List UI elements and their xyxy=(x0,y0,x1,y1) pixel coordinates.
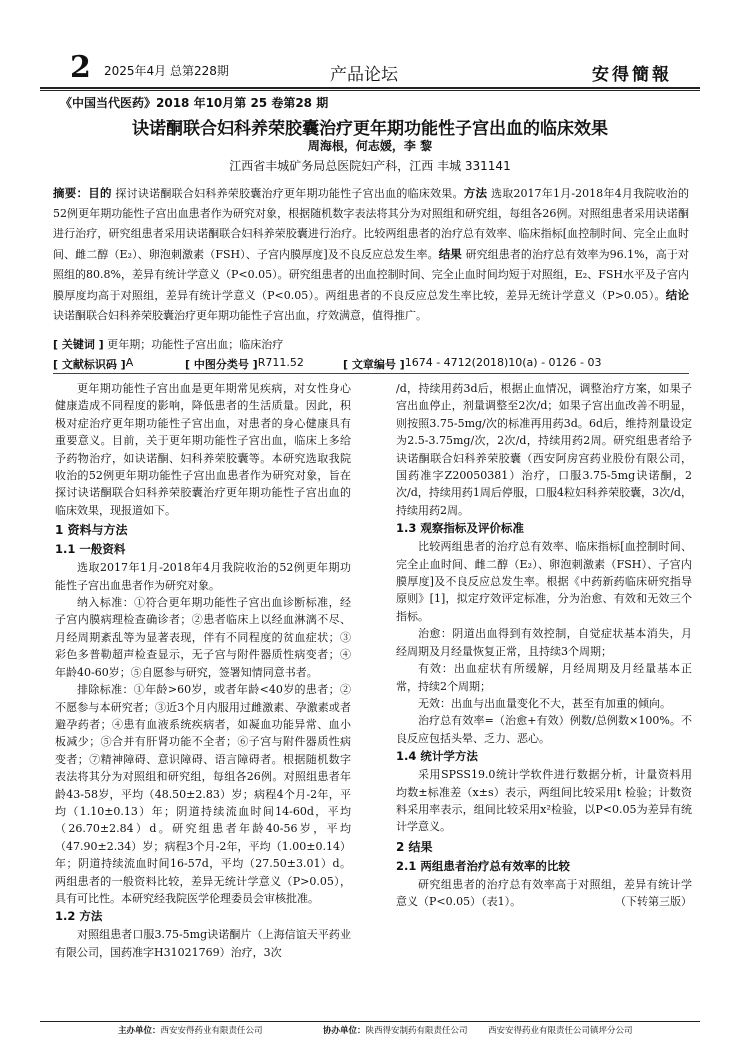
subsection-heading-1-4: 1.4 统计学方法 xyxy=(396,749,478,764)
article-number-value: 1674 - 4712(2018)10(a) - 0126 - 03 xyxy=(404,356,602,369)
subsection-heading-1-2: 1.2 方法 xyxy=(55,909,103,924)
header-rule-thin xyxy=(40,90,700,91)
section-heading-1: 1 资料与方法 xyxy=(55,523,128,538)
clc-label: [ 中图分类号 ] xyxy=(185,358,258,371)
footer-rule xyxy=(40,1021,700,1022)
keywords xyxy=(53,337,689,353)
clc-value: R711.52 xyxy=(257,356,304,369)
article-affiliation: 江西省丰城矿务局总医院妇产科，江西 丰城 331141 xyxy=(229,159,511,173)
inclusion-paragraph: 纳入标准：①符合更年期功能性子宫出血诊断标准，经子宫内膜病理检查确诊者；②患者临床上以经血淋漓不尽、月经周期紊乱等为显著表现，伴有不同程度的贫血症状；③彩色多普勒超声检查显示，无子宫与附件器质性病变者；④年龄40-60岁；⑤自愿参与研究，签署知情同意书者。 xyxy=(55,596,351,679)
subsection-heading-2-1: 2.1 两组患者治疗总有效率的比较 xyxy=(396,858,570,873)
abstract-result-label: 结果 xyxy=(438,247,462,261)
intro-paragraph: 更年期功能性子宫出血是更年期常见疾病，对女性身心健康造成不同程度的影响，降低患者的生活质量。因此，积极对症治疗更年期功能性子宫出血，对患者的身心健康具有重要意义。目前，关于更年期功能性子宫出血，临床上多给予药物治疗，如诀诺酮、妇科养荣胶囊等。本研究选取我院收治的52例更年期功能性子宫出血患者作为研究对象，旨在探讨诀诺酮联合妇科养荣胶囊治疗更年期功能性子宫出血的临床效果，现报道如下。 xyxy=(55,382,351,517)
keywords-text: 更年期；功能性子宫出血；临床治疗 xyxy=(103,338,284,351)
footer-host xyxy=(118,1024,263,1036)
footer-co xyxy=(323,1024,468,1036)
abstract-label: 摘要： xyxy=(53,186,89,200)
result-paragraph xyxy=(396,876,692,911)
effective-criteria: 有效：出血症状有所缓解，月经周期及月经量基本正常，持续2个周期； xyxy=(396,662,692,693)
abstract-objective-label: 目的 xyxy=(88,186,112,200)
article-title: 诀诺酮联合妇科养荣胶囊治疗更年期功能性子宫出血的临床效果 xyxy=(132,119,608,139)
issue-info: 2025年4月 总第228期 xyxy=(104,64,229,78)
abstract-conclusion-label: 结论 xyxy=(665,288,690,302)
abstract-rule xyxy=(53,373,689,374)
general-data-paragraph: 选取2017年1月-2018年4月我院收治的52例更年期功能性子宫出血患者作为研究对象。 xyxy=(55,561,351,592)
page-header xyxy=(0,0,730,90)
classification-line xyxy=(53,356,689,372)
body-left-column xyxy=(55,380,351,961)
result-text: 研究组患者的治疗总有效率高于对照组，差异有统计学意义（P<0.05）（表1）。 xyxy=(396,877,692,909)
body-right-column xyxy=(396,380,692,911)
doc-code-label: [ 文献标识码 ] xyxy=(53,358,126,371)
cure-criteria: 治愈：阴道出血得到有效控制，自觉症状基本消失，月经周期及月经量恢复正常，且持续3个周期； xyxy=(396,627,692,658)
article-number-label: [ 文章编号 ] xyxy=(343,358,405,371)
page-number: 2 xyxy=(70,50,91,85)
invalid-criteria: 无效：出血与出血量变化不大，甚至有加重的倾向。 xyxy=(418,696,671,710)
indices-paragraph: 比较两组患者的治疗总有效率、临床指标[血控制时间、完全止血时间、雌二醇（E₂）、卵泡刺激素（FSH）、子宫内膜厚度]及不良反应总发生率。根据《中药新药临床研究指导原则》[1]，拟定疗效评定标准，分为治愈、有效和无效三个指标。 xyxy=(396,540,692,623)
abstract-result: 研究组患者的治疗总有效率为96.1%，高于对照组的80.8%，差异有统计学意义（P<0.05）。研究组患者的出血控制时间、完全止血时间均短于对照组，E₂、FSH水平及子宫内膜厚度均高于对照组，差异有统计学意义（P<0.05）。两组患者的不良反应总发生率比较，差异无统计学意义（P>0.05）。 xyxy=(53,248,689,302)
abstract-conclusion: 诀诺酮联合妇科养荣胶囊治疗更年期功能性子宫出血，疗效满意，值得推广。 xyxy=(53,309,427,322)
footer-co2: 西安安得药业有限责任公司镇坪分公司 xyxy=(488,1026,633,1036)
page-footer xyxy=(118,1024,718,1038)
subsection-heading-1-3: 1.3 观察指标及评价标准 xyxy=(396,521,524,536)
method-continued-paragraph: /d，持续用药3d后，根据止血情况，调整治疗方案，如果子宫出血停止，剂量调整至2次/d；如果子宫出血改善不明显，则按照3.75-5mg/次的标准再用药3d。6d后，维持剂量设定为2.5-3.75mg/次，2次/d，持续用药2周。研究组患者给予诀诺酮联合妇科养荣胶囊（西安阿房宫药业股份有限公司，国药准字Z20050381）治疗，口服3.75-5mg诀诺酮，2次/d，持续用药1周后停服，口服4粒妇科养荣胶囊，3次/d，持续用药2周。 xyxy=(396,382,692,517)
continued-note: （下转第三版） xyxy=(615,895,692,909)
clc-code xyxy=(185,356,304,372)
method-paragraph: 对照组患者口服3.75-5mg诀诺酮片（上海信谊天平药业有限公司，国药准字H31021769）治疗，3次 xyxy=(55,928,351,959)
statistics-paragraph: 采用SPSS19.0统计学软件进行数据分析，计量资料用均数±标准差（x±s）表示，两组间比较采用t 检验；计数资料采用率表示，组间比较采用x²检验，以P<0.05为差异有统计学意义。 xyxy=(396,768,692,834)
formula-paragraph: 治疗总有效率=（治愈+有效）例数/总例数×100%。不良反应包括头晕、乏力、恶心。 xyxy=(396,714,692,745)
doc-code-value: A xyxy=(125,356,134,369)
abstract-method-label: 方法 xyxy=(463,186,488,200)
doc-code xyxy=(53,356,134,372)
footer-host-label: 主办单位： xyxy=(118,1026,161,1036)
abstract-method: 选取2017年1月-2018年4月我院收治的52例更年期功能性子宫出血患者作为研究对象，根据随机数字表法将其分为对照组和研究组，每组各26例。对照组患者采用诀诺酮进行治疗，研究组患者采用诀诺酮联合妇科养荣胶囊进行治疗。比较两组患者的治疗总有效率、临床指标[血控制时间、完全止血时间、雌二醇（E₂）、卵泡刺激素（FSH）、子宫内膜厚度]及不良反应总发生率。 xyxy=(53,187,690,261)
article-number xyxy=(343,356,602,372)
section-heading-2: 2 结果 xyxy=(396,839,433,854)
footer-co-label: 协办单位： xyxy=(323,1026,366,1036)
brand-logo-text: 安得簡報 xyxy=(592,65,672,85)
article-source: 《中国当代医药》2018 年10月第 25 卷第28 期 xyxy=(60,96,329,110)
header-rule xyxy=(40,87,700,89)
exclusion-paragraph: 排除标准：①年龄>60岁，或者年龄<40岁的患者；②不愿参与本研究者；③近3个月内服用过雌激素、孕激素或者避孕药者；④患有血液系统疾病者，如凝血功能异常、血小板减少；⑤合并有肝肾功能不全者；⑥子宫与附件器质性病变者；⑦精神障碍、意识障碍、语言障碍者。根据随机数字表法将其分为对照组和研究组，每组各26例。对照组患者年龄43-58岁，平均（48.50±2.83）岁；病程4个月-2年，平均（1.10±0.13）年；阴道持续流血时间14-60d，平均（26.70±2.84）d。研究组患者年龄40-56岁，平均（47.90±2.34）岁；病程3个月-2年，平均（1.00±0.14）年；阴道持续流血时间16-57d，平均（27.50±3.01）d。两组患者的一般资料比较，差异无统计学意义（P>0.05），具有可比性。本研究经我院医学伦理委员会审核批准。 xyxy=(55,683,351,905)
subsection-heading-1-1: 1.1 一般资料 xyxy=(55,542,126,557)
section-title: 产品论坛 xyxy=(330,65,398,85)
keywords-label: [ 关键词 ] xyxy=(53,338,104,351)
footer-host-value: 西安安得药业有限责任公司 xyxy=(160,1026,263,1036)
abstract-objective: 探讨诀诺酮联合妇科养荣胶囊治疗更年期功能性子宫出血的临床效果。 xyxy=(111,187,464,200)
footer-co1-value: 陕西得安制药有限责任公司 xyxy=(365,1026,468,1036)
abstract xyxy=(53,183,689,326)
article-authors: 周海根，何志媛，李 黎 xyxy=(307,139,433,153)
